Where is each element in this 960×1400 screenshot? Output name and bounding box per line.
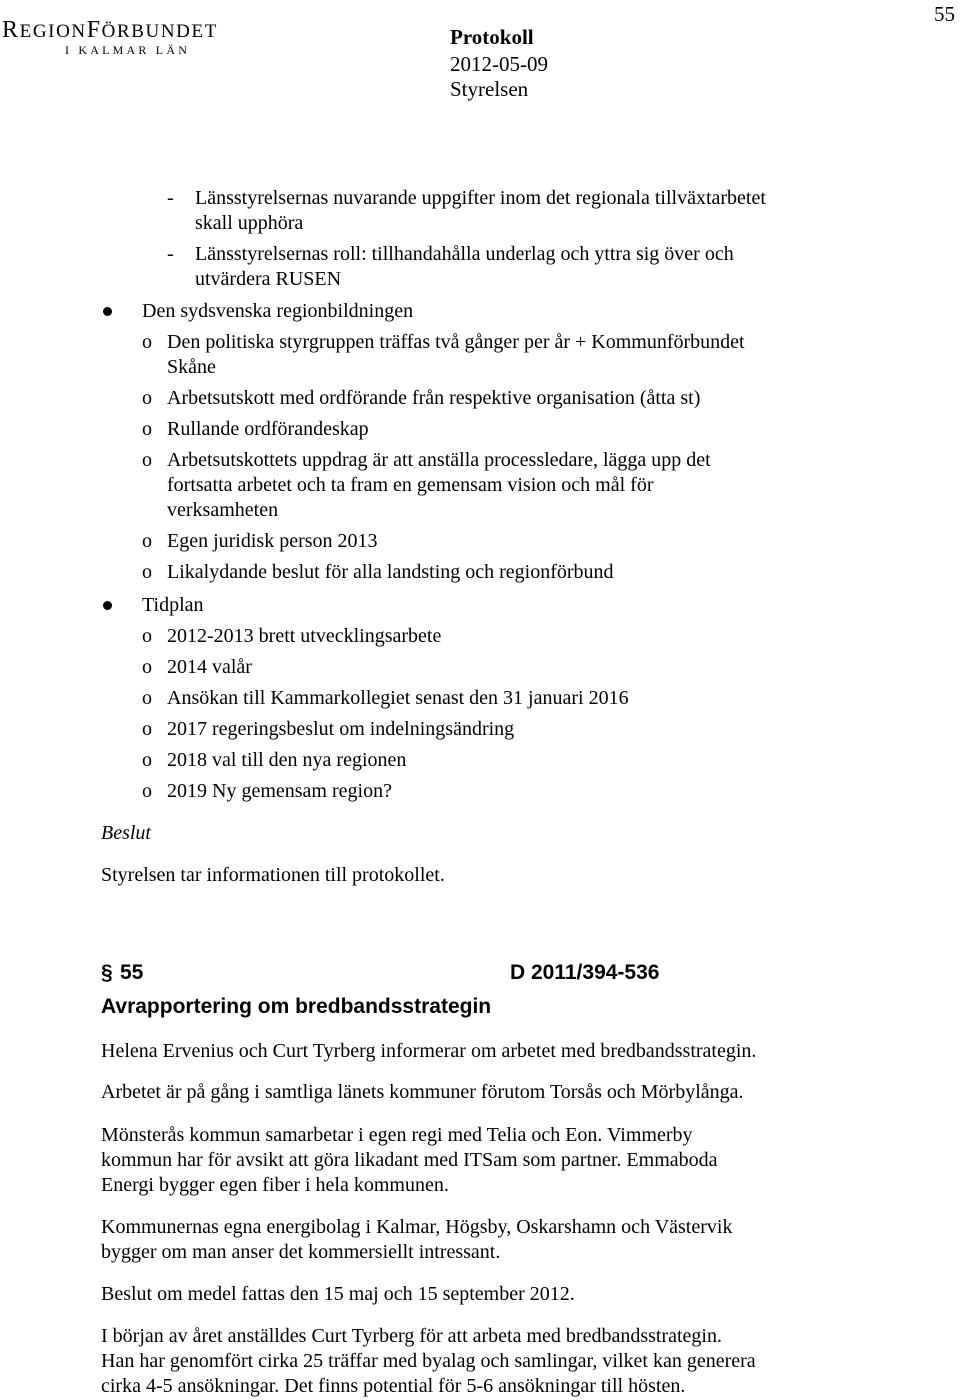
sub-bullet-marker: o — [142, 687, 152, 709]
sub-bullet-marker: o — [142, 530, 152, 552]
dash-item-line: skall upphöra — [195, 212, 304, 234]
dash-item-line: utvärdera RUSEN — [195, 268, 342, 290]
sub-bullet-marker: o — [142, 331, 152, 353]
sub-item-line: fortsatta arbetet och ta fram en gemensam vision och mål för — [167, 474, 654, 496]
bullet-icon — [103, 601, 112, 610]
sub-bullet-marker: o — [142, 656, 152, 678]
sub-item-line: Den politiska styrgruppen träffas två gånger per år + Kommunförbundet — [167, 331, 745, 353]
paragraph-line: Energi bygger egen fiber i hela kommunen. — [101, 1174, 449, 1196]
dash-marker: - — [167, 187, 174, 209]
paragraph-line: bygger om man anser det kommersiellt intressant. — [101, 1241, 501, 1263]
sub-item-line: verksamheten — [167, 499, 279, 521]
sub-item-line: 2012-2013 brett utvecklingsarbete — [167, 625, 442, 647]
decision-heading: Beslut — [101, 822, 151, 844]
dash-item-line: Länsstyrelsernas roll: tillhandahålla underlag och yttra sig över och — [195, 243, 734, 265]
sub-bullet-marker: o — [142, 749, 152, 771]
sub-item-line: Skåne — [167, 356, 216, 378]
bullet-label: Tidplan — [142, 594, 204, 616]
sub-item-line: Arbetsutskottets uppdrag är att anställa processledare, lägga upp det — [167, 449, 711, 471]
sub-item-line: Rullande ordförandeskap — [167, 418, 369, 440]
sub-bullet-marker: o — [142, 449, 152, 471]
paragraph-line: Beslut om medel fattas den 15 maj och 15 september 2012. — [101, 1283, 575, 1305]
sub-bullet-marker: o — [142, 387, 152, 409]
paragraph-line: Arbetet är på gång i samtliga länets kommuner förutom Torsås och Mörbylånga. — [101, 1081, 744, 1103]
bullet-label: Den sydsvenska regionbildningen — [142, 300, 414, 322]
paragraph-line: Han har genomfört cirka 25 träffar med byalag och samlingar, vilket kan generera — [101, 1350, 756, 1372]
sub-bullet-marker: o — [142, 418, 152, 440]
sub-item-line: Ansökan till Kammarkollegiet senast den 31 januari 2016 — [167, 687, 629, 709]
sub-item-line: 2019 Ny gemensam region? — [167, 780, 392, 802]
dash-item-line: Länsstyrelsernas nuvarande uppgifter inom det regionala tillväxtarbetet — [195, 187, 766, 209]
dash-marker: - — [167, 243, 174, 265]
paragraph-line: Helena Ervenius och Curt Tyrberg informerar om arbetet med bredbandsstrategin. — [101, 1040, 757, 1062]
sub-item-line: 2017 regeringsbeslut om indelningsändring — [167, 718, 515, 740]
paragraph-line: cirka 4-5 ansökningar. Det finns potential för 5-6 ansökningar till hösten. — [101, 1375, 686, 1397]
meeting-date: 2012-05-09 — [450, 52, 548, 76]
section-number: 55 — [120, 961, 144, 984]
paragraph-line: Mönsterås kommun samarbetar i egen regi med Telia och Eon. Vimmerby — [101, 1124, 693, 1146]
sub-item-line: 2014 valår — [167, 656, 252, 678]
diary-number: D 2011/394-536 — [510, 961, 660, 984]
sub-item-line: Likalydande beslut för alla landsting och regionförbund — [167, 561, 614, 583]
logo-sub-text: I KALMAR LÄN — [65, 43, 191, 57]
bullet-icon — [103, 307, 112, 316]
section-symbol: § — [101, 961, 113, 984]
sub-bullet-marker: o — [142, 718, 152, 740]
paragraph-line: Kommunernas egna energibolag i Kalmar, Högsby, Oskarshamn och Västervik — [101, 1216, 733, 1238]
document-type: Protokoll — [450, 25, 534, 49]
decision-text: Styrelsen tar informationen till protokollet. — [101, 864, 445, 886]
meeting-body: Styrelsen — [450, 77, 529, 101]
sub-item-line: Egen juridisk person 2013 — [167, 530, 378, 552]
page-number: 55 — [934, 2, 955, 26]
sub-item-line: 2018 val till den nya regionen — [167, 749, 407, 771]
paragraph-line: I början av året anställdes Curt Tyrberg för att arbeta med bredbandsstrategin. — [101, 1325, 722, 1347]
paragraph-line: kommun har för avsikt att göra likadant med ITSam som partner. Emmaboda — [101, 1149, 718, 1171]
logo-main-text: REGIONFÖRBUNDET — [2, 17, 218, 43]
sub-item-line: Arbetsutskott med ordförande från respektive organisation (åtta st) — [167, 387, 701, 409]
sub-bullet-marker: o — [142, 561, 152, 583]
sub-bullet-marker: o — [142, 780, 152, 802]
sub-bullet-marker: o — [142, 625, 152, 647]
section-title: Avrapportering om bredbandsstrategin — [101, 995, 492, 1018]
logo — [2, 17, 218, 58]
